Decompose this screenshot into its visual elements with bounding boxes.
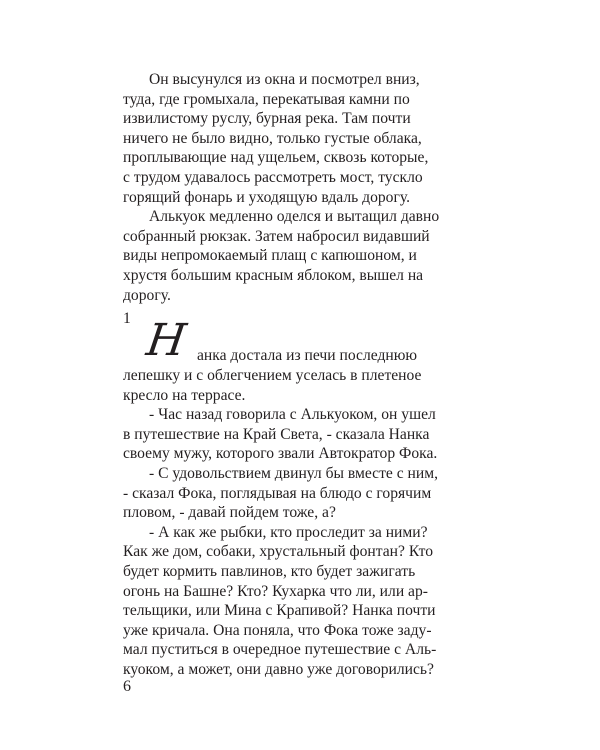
text-line: хрустя большим красным яблоком, вышел на: [123, 266, 424, 284]
chapter-number: 1: [123, 310, 131, 327]
text-line: извилистому руслу, бурная река. Там почти: [123, 110, 411, 128]
text-line: Алькуок медленно оделся и вытащил давно: [149, 208, 440, 226]
text-line: кресло на террасе.: [123, 386, 246, 404]
text-line: лепешку и с облегчением уселась в плетеное: [123, 367, 422, 384]
text-line: проплывающие над ущельем, сквозь которые,: [123, 149, 429, 167]
text-line: туда, где громыхала, перекатывая камни по: [123, 90, 410, 108]
text-line: - сказал Фока, поглядывая на блюдо с горячим: [123, 484, 432, 502]
text-line: огонь на Башне? Кто? Кухарка что ли, или ар-: [123, 582, 428, 600]
drop-cap-letter: Н: [143, 315, 190, 366]
text-line: тельщики, или Мина с Крапивой? Нанка почти: [123, 602, 436, 620]
text-line: с трудом удавалось рассмотреть мост, тускло: [123, 168, 423, 186]
text-line: уже кричала. Она поняла, что Фока тоже заду-: [123, 621, 432, 639]
intro-text: [123, 70, 483, 305]
text-line: куоком, а может, они давно уже договорились?: [123, 660, 434, 678]
page-number: 6: [123, 678, 131, 695]
text-line: собранный рюкзак. Затем набросил видавший: [123, 227, 430, 245]
text-line: - А как же рыбки, кто проследит за ними?: [149, 523, 428, 541]
text-line: - Час назад говорила с Алькуоком, он ушел: [149, 406, 436, 424]
text-line: в путешествие на Край Света, - сказала Нанка: [123, 425, 430, 443]
text-line: мал пуститься в очередное путешествие с Аль-: [123, 641, 437, 659]
text-line: Как же дом, собаки, хрустальный фонтан? Кто: [123, 543, 434, 561]
text-line: дорогу.: [123, 286, 171, 304]
text-line: горящий фонарь и уходящую вдаль дорогу.: [123, 188, 411, 206]
text-line: своему мужу, которого звали Автократор Фока.: [123, 445, 438, 463]
chapter-first-line: анка достала из печи последнюю: [197, 347, 418, 364]
text-line: - С удовольствием двинул бы вместе с ним,: [149, 464, 439, 482]
chapter-body-text: [123, 366, 483, 680]
text-line: ничего не было видно, только густые облака,: [123, 129, 422, 147]
text-line: пловом, - давай пойдем тоже, а?: [123, 504, 336, 522]
text-line: виды непромокаемый плащ с капюшоном, и: [123, 247, 417, 265]
text-line: Он высунулся из окна и посмотрел вниз,: [149, 71, 420, 88]
text-line: будет кормить павлинов, кто будет зажигать: [123, 562, 416, 580]
